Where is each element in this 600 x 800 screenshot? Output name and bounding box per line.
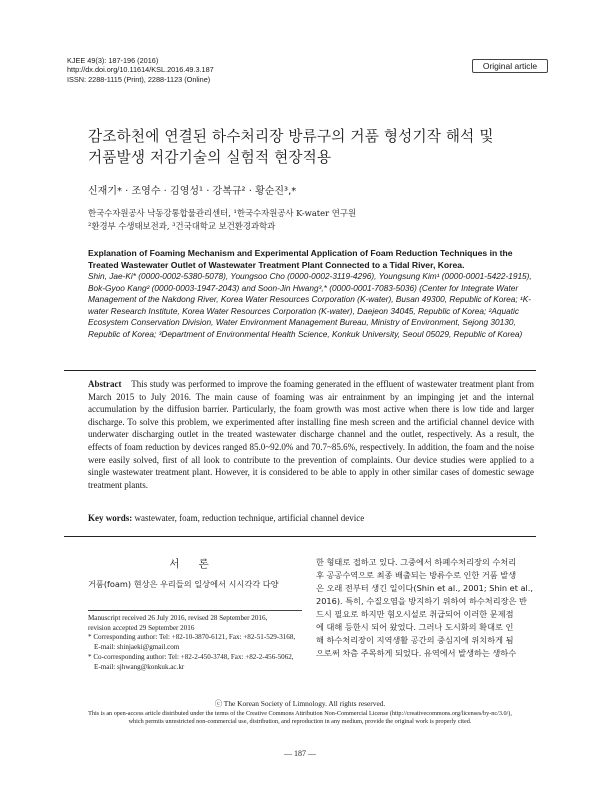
abstract-label: Abstract (88, 379, 122, 389)
footnotes (88, 610, 302, 672)
paragraph-line: 한 형태로 접하고 있다. 그중에서 하폐수처리장의 수처리 (316, 557, 517, 567)
co-corresponding-author: * Co-corresponding author: Tel: +82-2-450-3748, Fax: +82-2-456-5062, (88, 652, 294, 661)
issn: ISSN: 2288-1115 (Print), 2288-1123 (Online) (67, 74, 211, 84)
page-number: — 187 — (284, 749, 316, 758)
korean-title (88, 126, 528, 168)
korean-authors: 신재기* · 조영수 · 김영성¹ · 강복규² · 황순진³,* (88, 186, 297, 197)
journal-citation: KJEE 49(3): 187-196 (2016) (67, 56, 159, 65)
abstract-top-rule (64, 370, 536, 371)
paragraph-line: 후 공공수역으로 최종 배출되는 방류수로 인한 거품 발생 (316, 570, 517, 580)
copyright-notice: ⓒ The Korean Society of Limnology. All rights reserved. (214, 699, 386, 708)
paragraph-line: 드시 필요로 하지만 혐오시설로 취급되어 이러한 문제점 (316, 609, 514, 619)
korean-affiliations (88, 207, 356, 233)
revision-accepted: revision accepted 29 September 2016 (88, 623, 195, 632)
english-title: Explanation of Foaming Mechanism and Experimental Application of Foam Reduction Techniques in the Treated Wastewater Outlet of Wastewater Treatment Plant Connected to a Tidal River, Korea. (88, 248, 513, 270)
keywords (88, 512, 534, 524)
paragraph-line: 으로써 차츰 주목하게 되었다. 유역에서 발생하는 생하수 (316, 648, 517, 658)
co-corresponding-email[interactable]: E-mail: sjhwang@konkuk.ac.kr (94, 662, 185, 671)
corresponding-email[interactable]: E-mail: shinjaeki@gmail.com (94, 643, 180, 652)
manuscript-received: Manuscript received 26 July 2016, revised 28 September 2016, (88, 614, 268, 622)
license-line-1: This is an open-access article distributed under the terms of the Creative Commons Attribution Non-Commercial License (http://creativecommons.org/licenses/by-nc/3.0/), (88, 710, 512, 717)
korean-affiliation-line-1: 한국수자원공사 낙동강통합물관리센터, ¹한국수자원공사 K-water 연구원 (88, 208, 357, 218)
korean-title-line-2: 거품발생 저감기술의 실험적 현장적용 (88, 149, 332, 166)
keywords-label: Key words: (88, 513, 133, 523)
korean-affiliation-line-2: ²환경부 수생태보전과, ³건국대학교 보건환경과학과 (88, 221, 276, 231)
abstract (88, 378, 534, 491)
paragraph-line: 에 대해 등한시 되어 왔었다. 그러나 도시화의 확대로 인 (316, 622, 514, 632)
keywords-text: wastewater, foam, reduction technique, artificial channel device (134, 513, 365, 523)
corresponding-author: * Corresponding author: Tel: +82-10-3870-6121, Fax: +82-51-529-3168, (88, 633, 296, 642)
intro-right-column (316, 556, 536, 660)
section-heading: 서 론 (169, 558, 217, 570)
journal-info (67, 56, 214, 84)
license-line-2: which permits unrestricted non-commercial use, distribution, and reproduction in any medium, provide the original work is properly cited. (128, 718, 472, 726)
license-notice (64, 710, 536, 727)
article-type-badge: Original article (472, 59, 548, 73)
abstract-bottom-rule (64, 536, 536, 537)
doi-link[interactable]: http://dx.doi.org/10.11614/KSL.2016.49.3.187 (67, 65, 214, 75)
abstract-text: This study was performed to improve the foaming generated in the effluent of wastewater treatment plant from March 2015 to July 2016. The main cause of foaming was air entrainment by an impinging jet and the internal accumulation by the diffusion barrier. Particularly, the foam growth was most active when there is low tide and larger discharge. To solve this problem, we experimented after installing fine mesh screen and the artificial channel device with underwater discharging outlet in the treated wastewater discharge channel and the outlet, respectively. As a result, the effects of foam reduction by devices ranged 85.0~92.0% and 70.7~85.6%, respectively. In addition, the foam and the noise were easily solved, first of all look to contribute to the prevention of complaints. Our device studies were applied to a single wastewater treatment plant. However, it is considered to be able to apply in other similar cases of domestic sewage treatment plants. (88, 379, 534, 490)
paragraph-line: 2016). 특히, 수질오염을 방지하기 위하여 하수처리장은 반 (316, 596, 527, 606)
english-authors-affiliations: Shin, Jae-Ki* (0000-0002-5380-5078), Youngsoo Cho (0000-0002-3119-4296), Youngsung Kim¹ (0000-0001-5422-1915), Bok-Gyoo Kang² (0000-0003-1947-2043) and Soon-Jin Hwang³,* (0000-0001-7083-5036) (Center for Integrate Water Management of the Nakdong River, Korea Water Resources Corporation (K-water), Busan 49300, Republic of Korea; ¹K-water Research Institute, Korea Water Resources Corporation (K-water), Daejeon 34045, Republic of Korea; ²Aquatic Ecosystem Conservation Division, Water Environment Management Bureau, Ministry of Environment, Sejong 30130, Republic of Korea; ³Department of Environmental Health Science, Konkuk University, Seoul 05029, Republic of Korea) (88, 271, 532, 339)
paragraph-line: 해 하수처리장이 지역생활 공간의 중심지에 위치하게 됨 (316, 635, 514, 645)
paragraph-line: 은 오래 전부터 생긴 일이다(Shin et al., 2001; Shin et al., (316, 583, 534, 593)
intro-first-line: 거품(foam) 현상은 우리들의 일상에서 시시각각 다양 (88, 579, 279, 589)
korean-title-line-1: 감조하천에 연결된 하수처리장 방류구의 거품 형성기작 해석 및 (88, 128, 494, 145)
